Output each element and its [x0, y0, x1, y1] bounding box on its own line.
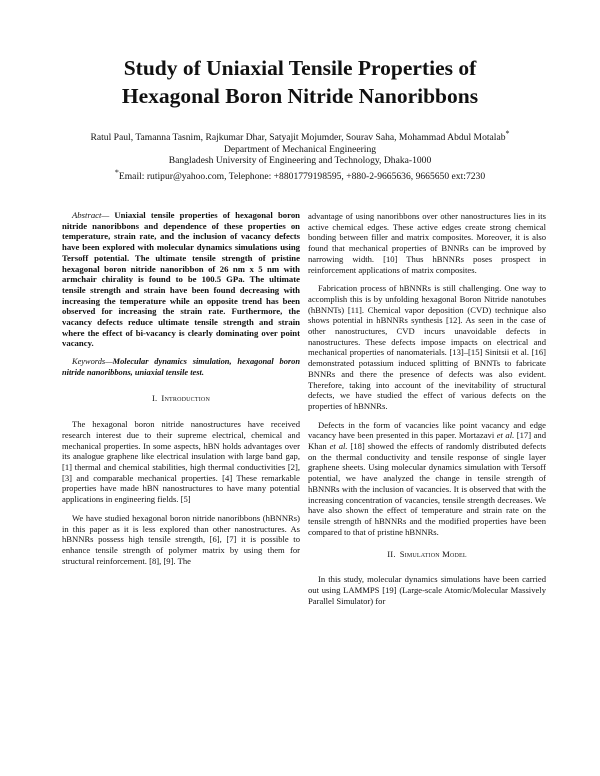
author-list	[40, 128, 560, 144]
author-mark: *	[505, 129, 510, 138]
p3-text-c: [18] showed the effects of randomly distributed defects on the thermal conductivity and tensile response of single layer graphene sheets. Using molecular dynamics simulation with Tersoff potential, we have analyzed the change in tensile strength of hBNNRs with the inclusion of vacancies. It is observed that with the increasing concentration of vacancies, tensile strength decreases. We have also shown the effect of temperature and strain rate on the tensile strength of hBNNRs and the modified properties have been compared to that of pristine hBNNRs.	[308, 441, 546, 537]
section-number-simulation: II.	[387, 549, 396, 560]
intro-paragraph-2: We have studied hexagonal boron nitride nanoribbons (hBNNRs) in this paper as it is less explored than other nanostructures. As hBNNRs possess high tensile strength, [6], [7] it is possible to enhance tensile strength of polymer matrix by using them for structural reinforcement. [8], [9]. The	[62, 512, 300, 566]
title-line-1: Study of Uniaxial Tensile Properties of	[123, 56, 477, 80]
keywords-text: Molecular dynamics simulation, hexagonal boron nitride nanoribbons, uniaxial tensile test.	[62, 357, 300, 377]
right-paragraph-2: Fabrication process of hBNNRs is still challenging. One way to accomplish this is by unfolding hexagonal Boron Nitride nanotubes (hBNNTs) [11]. Chemical vapor deposition (CVD) technique also shows potential in hBNNRs synthesis [12]. As seen in the case of other nanostructures, CVD incurs unavoidable defects in nanostructures. These defects impose impacts on electrical and mechanical properties of nanomaterials. [13]–[15] Sinitsii et al. [16] demonstrated potassium induced splitting of BNNTs to fabricate BNNRs and there the presence of defects was also evident. Therefore, taking into account of the inevitability of structural defects, we have studied the effect of various defects on the properties of hBNNRs.	[308, 283, 546, 411]
keywords	[62, 357, 300, 378]
contact-info	[40, 167, 560, 183]
department: Department of Mechanical Engineering	[223, 143, 377, 155]
author-block	[40, 128, 560, 182]
paper-title	[40, 54, 560, 110]
contact-text: Email: rutipur@yahoo.com, Telephone: +8801779198595, +880-2-9665636, 9665650 ext:7230	[118, 170, 486, 182]
keywords-label: Keywords—	[72, 357, 113, 367]
right-paragraph-3	[308, 420, 546, 538]
p3-etal-2: et al.	[329, 441, 348, 452]
section-heading-intro	[62, 393, 300, 404]
section-heading-simulation	[308, 549, 546, 560]
abstract-label: Abstract—	[72, 210, 110, 220]
right-column	[308, 211, 546, 614]
contact-mark: *	[114, 167, 119, 177]
p3-etal-1: et al.	[496, 430, 515, 441]
section-title-intro: Introduction	[161, 392, 210, 403]
author-names: Ratul Paul, Tamanna Tasnim, Rajkumar Dhar, Satyajit Mojumder, Sourav Saha, Mohammad Abdul Motalab	[90, 132, 506, 144]
section-number-intro: I.	[151, 392, 158, 403]
p3-text-a: Defects in the form of vacancies like point vacancy and edge vacancy have been presented in this paper. Mortazavi	[308, 419, 546, 441]
p3-text-b: [17] and Khan	[308, 430, 546, 452]
right-paragraph-1: advantage of using nanoribbons over other nanostructures lies in its active chemical edges. These active edges create strong chemical bonding between filler and matrix composites. Moreover, it is also found that mechanical properties of BNNRs can be improved by narrowing width. [10] Thus hBNNRs poses prospect in reinforcement applications of matrix composites.	[308, 211, 546, 275]
right-paragraph-4: In this study, molecular dynamics simulations have been carried out using LAMMPS [19] (Large-scale Atomic/Molecular Massively Parallel Simulator) for	[308, 574, 546, 606]
left-column	[62, 210, 300, 574]
title-line-2: Hexagonal Boron Nitride Nanoribbons	[121, 84, 479, 108]
abstract	[62, 210, 300, 349]
section-title-simulation: Simulation Model	[399, 549, 467, 560]
abstract-text: Uniaxial tensile properties of hexagonal boron nitride nanoribbons and dependence of these properties on temperature, strain rate, and the inclusion of vacancy defects have been explored with molecular dynamics simulations using Tersoff potential. The ultimate tensile strength of pristine hexagonal boron nitride nanoribbon of 26 nm x 5 nm with armchair chirality is found to be 100.5 GPa. The ultimate tensile strength and strain have been found decreasing with increasing the temperature while an opposite trend has been observed for increasing the strain rate. Furthermore, the vacancy defects reduce ultimate tensile strength and strain where the effect of bi-vacancy is clearly dominating over point vacancy.	[62, 210, 300, 349]
university: Bangladesh University of Engineering and Technology, Dhaka-1000	[168, 155, 432, 167]
intro-paragraph-1: The hexagonal boron nitride nanostructures have received research interest due to their supreme electrical, chemical and mechanical properties. In some aspects, hBN holds advantages over its analogue graphene like electrical insulation with large band gap, [1] thermal and chemical stabilities, high thermal conductivities [2], [3] and comparable mechanical properties. [4] These remarkable properties have made hBN nanostructures to have many potential applications in engineering fields. [5]	[62, 419, 300, 505]
